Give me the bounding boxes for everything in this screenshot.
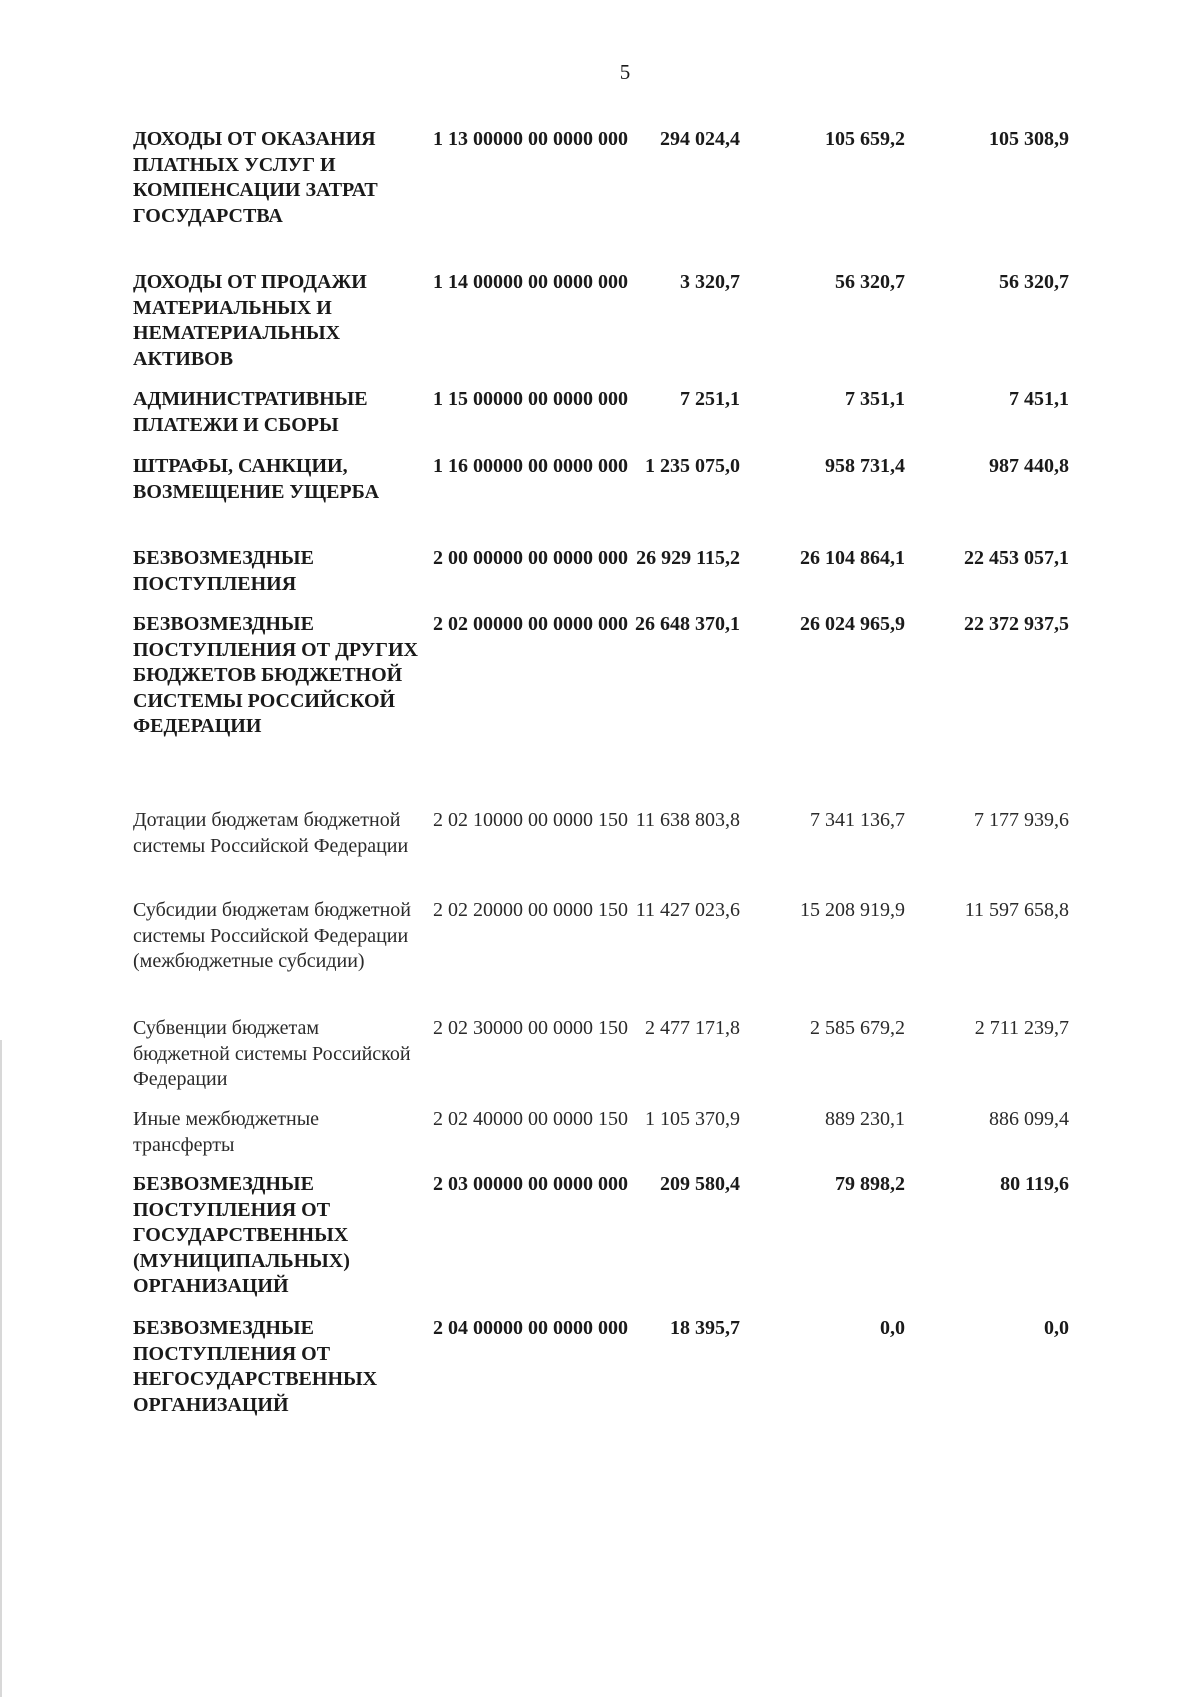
- row-value-2: 7 341 136,7: [810, 809, 905, 831]
- row-value-1: 2 477 171,8: [645, 1017, 740, 1039]
- row-value-1: 26 929 115,2: [636, 547, 740, 569]
- row-value-2: 15 208 919,9: [800, 899, 905, 921]
- row-code: 2 02 00000 00 0000 000: [433, 613, 628, 635]
- row-value-1: 7 251,1: [680, 388, 740, 410]
- row-value-2: 2 585 679,2: [810, 1017, 905, 1039]
- row-code: 1 13 00000 00 0000 000: [433, 128, 628, 150]
- row-value-1: 11 427 023,6: [635, 899, 740, 921]
- row-name: Субсидии бюджетам бюджетной системы Российской Федерации (межбюджетные субсидии): [133, 899, 411, 973]
- row-code: 2 02 20000 00 0000 150: [433, 899, 628, 921]
- row-value-3: 7 451,1: [1009, 388, 1069, 410]
- row-name: Субвенции бюджетам бюджетной системы Российской Федерации: [133, 1017, 411, 1091]
- row-name: ДОХОДЫ ОТ ПРОДАЖИ МАТЕРИАЛЬНЫХ И НЕМАТЕРИАЛЬНЫХ АКТИВОВ: [133, 271, 367, 370]
- row-value-3: 56 320,7: [999, 271, 1069, 293]
- row-value-3: 80 119,6: [1000, 1173, 1069, 1195]
- row-value-1: 3 320,7: [680, 271, 740, 293]
- row-value-3: 11 597 658,8: [964, 899, 1069, 921]
- scan-edge-divider: [0, 1040, 2, 1697]
- row-code: 2 00 00000 00 0000 000: [433, 547, 628, 569]
- row-value-3: 105 308,9: [989, 128, 1069, 150]
- row-value-1: 26 648 370,1: [635, 613, 740, 635]
- row-name: БЕЗВОЗМЕЗДНЫЕ ПОСТУПЛЕНИЯ: [133, 547, 314, 595]
- row-name: ДОХОДЫ ОТ ОКАЗАНИЯ ПЛАТНЫХ УСЛУГ И КОМПЕНСАЦИИ ЗАТРАТ ГОСУДАРСТВА: [133, 128, 378, 227]
- row-value-2: 7 351,1: [845, 388, 905, 410]
- row-value-2: 26 104 864,1: [800, 547, 905, 569]
- row-value-3: 0,0: [1044, 1317, 1069, 1339]
- row-value-3: 2 711 239,7: [974, 1017, 1069, 1039]
- row-value-1: 18 395,7: [670, 1317, 740, 1339]
- row-value-2: 105 659,2: [825, 128, 905, 150]
- row-name: БЕЗВОЗМЕЗДНЫЕ ПОСТУПЛЕНИЯ ОТ ГОСУДАРСТВЕННЫХ (МУНИЦИПАЛЬНЫХ) ОРГАНИЗАЦИЙ: [133, 1173, 350, 1298]
- row-value-1: 294 024,4: [660, 128, 740, 150]
- row-value-3: 987 440,8: [989, 455, 1069, 477]
- row-value-1: 1 105 370,9: [645, 1108, 740, 1130]
- row-value-2: 79 898,2: [835, 1173, 905, 1195]
- row-name: БЕЗВОЗМЕЗДНЫЕ ПОСТУПЛЕНИЯ ОТ НЕГОСУДАРСТВЕННЫХ ОРГАНИЗАЦИЙ: [133, 1317, 378, 1416]
- row-code: 2 03 00000 00 0000 000: [433, 1173, 628, 1195]
- row-value-2: 26 024 965,9: [800, 613, 905, 635]
- row-code: 1 16 00000 00 0000 000: [433, 455, 628, 477]
- page-number: 5: [619, 60, 631, 84]
- row-value-1: 11 638 803,8: [635, 809, 740, 831]
- row-name: Иные межбюджетные трансферты: [133, 1108, 320, 1156]
- row-name: БЕЗВОЗМЕЗДНЫЕ ПОСТУПЛЕНИЯ ОТ ДРУГИХ БЮДЖЕТОВ БЮДЖЕТНОЙ СИСТЕМЫ РОССИЙСКОЙ ФЕДЕРАЦИИ: [133, 613, 418, 738]
- row-code: 1 15 00000 00 0000 000: [433, 388, 628, 410]
- row-value-3: 886 099,4: [989, 1108, 1069, 1130]
- row-value-2: 958 731,4: [825, 455, 905, 477]
- row-code: 2 04 00000 00 0000 000: [433, 1317, 628, 1339]
- row-value-1: 209 580,4: [660, 1173, 740, 1195]
- row-value-3: 22 453 057,1: [964, 547, 1069, 569]
- row-value-2: 0,0: [880, 1317, 905, 1339]
- row-code: 2 02 30000 00 0000 150: [433, 1017, 628, 1039]
- row-value-2: 56 320,7: [835, 271, 905, 293]
- row-value-2: 889 230,1: [825, 1108, 905, 1130]
- row-value-3: 22 372 937,5: [964, 613, 1069, 635]
- row-value-1: 1 235 075,0: [645, 455, 740, 477]
- row-name: Дотации бюджетам бюджетной системы Российской Федерации: [133, 809, 409, 857]
- row-name: ШТРАФЫ, САНКЦИИ, ВОЗМЕЩЕНИЕ УЩЕРБА: [133, 455, 380, 503]
- row-code: 2 02 40000 00 0000 150: [433, 1108, 628, 1130]
- row-code: 1 14 00000 00 0000 000: [433, 271, 628, 293]
- row-name: АДМИНИСТРАТИВНЫЕ ПЛАТЕЖИ И СБОРЫ: [133, 388, 368, 436]
- row-code: 2 02 10000 00 0000 150: [433, 809, 628, 831]
- row-value-3: 7 177 939,6: [974, 809, 1069, 831]
